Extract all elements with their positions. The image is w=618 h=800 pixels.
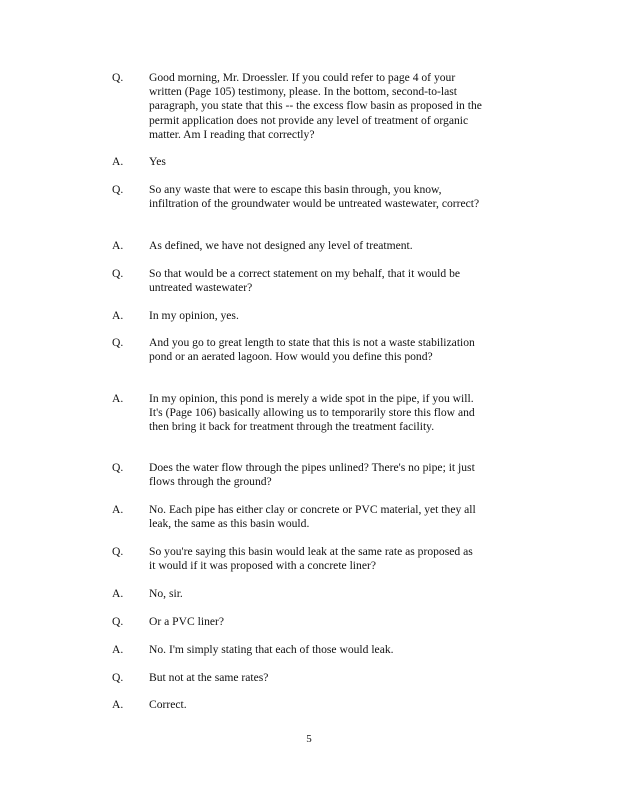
transcript-entry	[112, 392, 482, 435]
transcript-entry	[112, 336, 482, 364]
entry-text: Or a PVC liner?	[149, 615, 225, 628]
entry-text: No, sir.	[149, 587, 183, 600]
speaker-label: Q.	[112, 671, 124, 684]
speaker-label: A.	[112, 503, 124, 516]
transcript-entry	[112, 671, 482, 685]
speaker-label: Q.	[112, 336, 124, 349]
speaker-label: A.	[112, 392, 124, 405]
entry-text: In my opinion, yes.	[149, 309, 239, 322]
speaker-label: Q.	[112, 615, 124, 628]
entry-text: As defined, we have not designed any level of treatment.	[149, 239, 413, 252]
entry-text: So you're saying this basin would leak at the same rate as proposed as it would if it was proposed with a concrete liner?	[149, 545, 473, 573]
entry-text: Does the water flow through the pipes unlined? There's no pipe; it just flows through the ground?	[149, 461, 475, 489]
transcript-entry	[112, 615, 482, 629]
speaker-label: A.	[112, 239, 124, 252]
transcript-entry	[112, 155, 482, 169]
speaker-label: Q.	[112, 461, 124, 474]
speaker-label: A.	[112, 309, 124, 322]
page-number: 5	[306, 733, 312, 745]
transcript-entry	[112, 698, 482, 712]
entry-text: And you go to great length to state that this is not a waste stabilization pond or an aerated lagoon. How would you define this pond?	[149, 336, 475, 364]
speaker-label: A.	[112, 698, 124, 711]
transcript-entry	[112, 545, 482, 573]
transcript-entry	[112, 267, 482, 295]
entry-text: Correct.	[149, 698, 187, 711]
entry-text: Yes	[149, 155, 166, 168]
transcript-entry	[112, 503, 482, 531]
entry-text: So that would be a correct statement on my behalf, that it would be untreated wastewater?	[149, 267, 461, 295]
speaker-label: Q.	[112, 545, 124, 558]
entry-text: So any waste that were to escape this basin through, you know, infiltration of the groundwater would be untreated wastewater, correct?	[149, 183, 480, 211]
entry-text: But not at the same rates?	[149, 671, 269, 684]
speaker-label: A.	[112, 643, 124, 656]
transcript-entry	[112, 461, 482, 489]
transcript-entry	[112, 71, 482, 142]
transcript-entry	[112, 309, 482, 323]
transcript-entry	[112, 183, 482, 211]
speaker-label: Q.	[112, 267, 124, 280]
transcript-entry	[112, 239, 482, 253]
speaker-label: Q.	[112, 71, 124, 84]
entry-text: No. Each pipe has either clay or concrete or PVC material, yet they all leak, the same as this basin would.	[149, 503, 476, 531]
speaker-label: Q.	[112, 183, 124, 196]
speaker-label: A.	[112, 155, 124, 168]
transcript-entry	[112, 643, 482, 657]
entry-text: Good morning, Mr. Droessler. If you could refer to page 4 of your written (Page 105) testimony, please. In the bottom, second-to-last paragraph, you state that this -- the excess flow basin as proposed in the permit application does not provide any level of treatment of organic matter. Am I reading that correctly?	[149, 71, 482, 141]
entry-text: No. I'm simply stating that each of those would leak.	[149, 643, 394, 656]
entry-text: In my opinion, this pond is merely a wide spot in the pipe, if you will. It's (Page 106) basically allowing us to temporarily store this flow and then bring it back for treatment through the treatment facility.	[149, 392, 475, 434]
transcript-entry	[112, 587, 482, 601]
speaker-label: A.	[112, 587, 124, 600]
